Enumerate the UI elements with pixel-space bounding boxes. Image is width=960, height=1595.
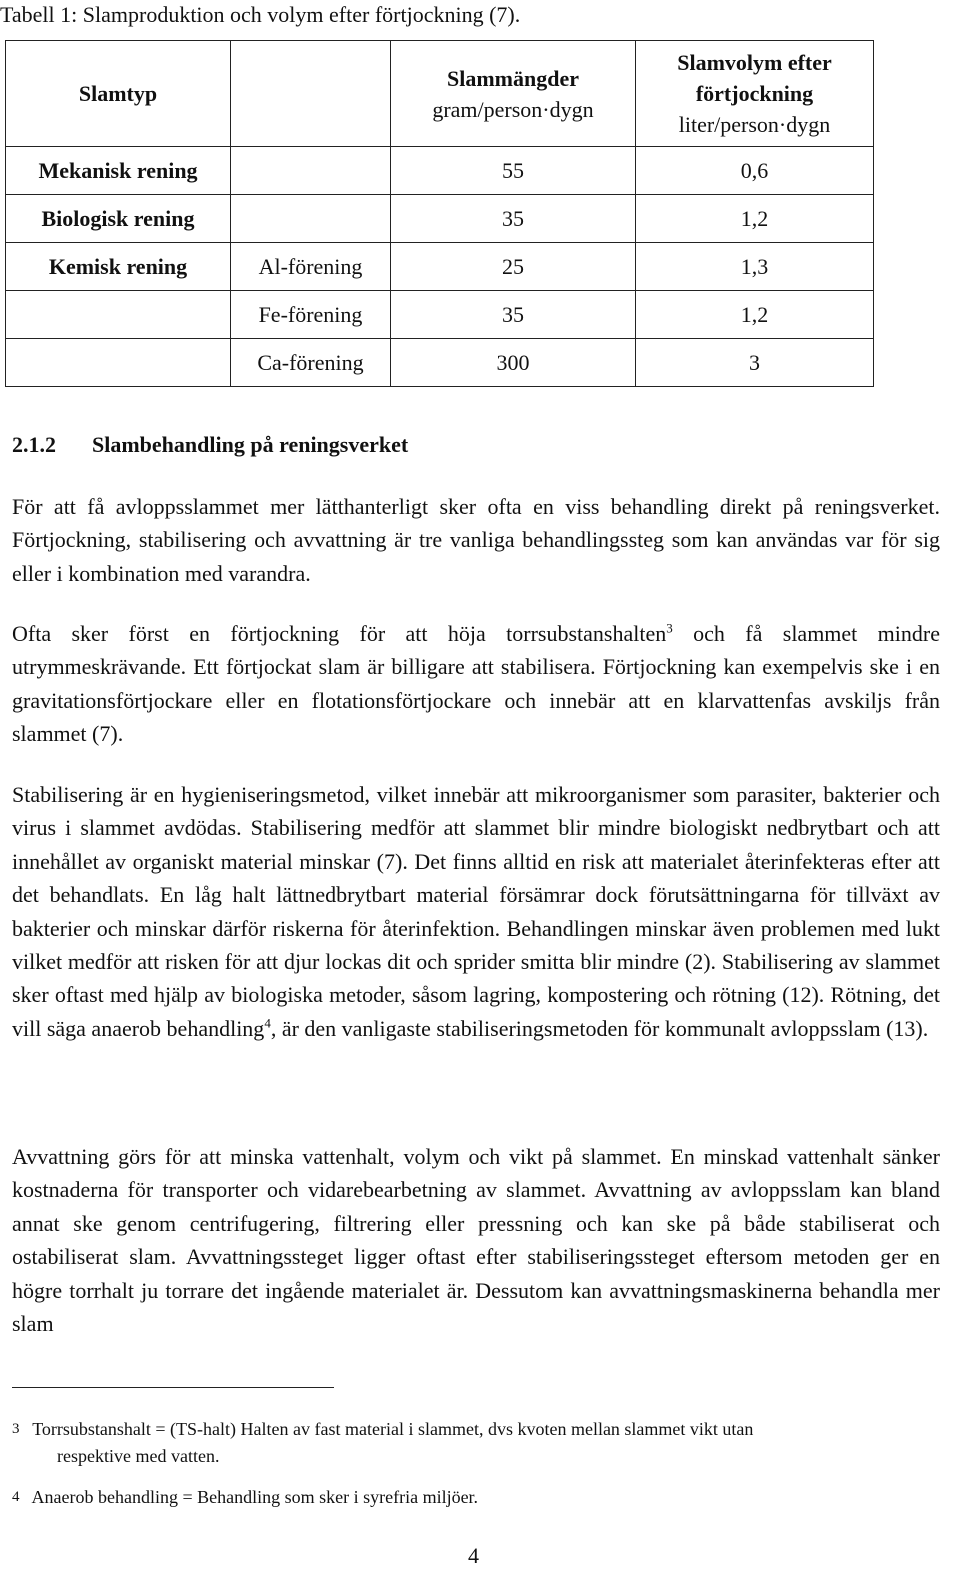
paragraph-1: För att få avloppsslammet mer lätthanterligt sker ofta en viss behandling direkt på reningsverket. Förtjockning, stabilisering och avvattning är tre vanliga behandlingssteg som kan användas var för sig eller i kombination med varandra. [12, 494, 940, 586]
table-row [6, 291, 874, 339]
sludge-table [5, 40, 874, 387]
cell-sub [231, 147, 391, 195]
cell-volume: 1,2 [636, 291, 874, 339]
footnote-3 [12, 1416, 942, 1470]
cell-type [6, 291, 231, 339]
cell-amount: 25 [391, 243, 636, 291]
footnote-text-cont: respektive med vatten. [57, 1446, 220, 1466]
header-slamvolym: Slamvolym efter förtjockning liter/person·dygn [636, 41, 874, 147]
cell-sub [231, 195, 391, 243]
cell-type: Kemisk rening [6, 243, 231, 291]
table-header-row [6, 41, 874, 147]
table-row [6, 243, 874, 291]
table-row [6, 195, 874, 243]
footnote-number: 3 [12, 1421, 20, 1437]
section-title: Slambehandling på reningsverket [92, 432, 409, 457]
paragraph-3: Stabilisering är en hygieniseringsmetod, vilket innebär att mikroorganismer som parasiter, bakterier och virus i slammet avdödas. Stabilisering medför att slammet blir mindre biologiskt nedbrytbart och att innehållet av organiskt material minskar (7). Det finns alltid en risk att materialet återinfekteras efter att det behandlats. En låg halt lättnedbrytbart material försämrar dock förutsättningarna för tillväxt av bakterier och minskar därför riskerna för återinfektion. Behandlingen minskar även problemen med lukt vilket medför att risken för att djur lockas dit och sprider smitta blir mindre (2). Stabilisering av slammet sker oftast med hjälp av biologiska metoder, såsom lagring, kompostering och rötning (12). Rötning, det vill säga anaerob behandling$^4$, är den vanligaste stabiliseringsmetoden för kommunalt avloppsslam (13). [12, 782, 940, 1041]
cell-amount: 300 [391, 339, 636, 387]
cell-volume: 0,6 [636, 147, 874, 195]
cell-type: Mekanisk rening [6, 147, 231, 195]
header-slammangder: Slammängder gram/person·dygn [391, 41, 636, 147]
footnote-number: 4 [12, 1489, 20, 1505]
footnote-text: Torrsubstanshalt = (TS-halt) Halten av fast material i slammet, dvs kvoten mellan slammet vikt utan [32, 1419, 754, 1439]
table-row [6, 147, 874, 195]
cell-type [6, 339, 231, 387]
footnote-divider [12, 1387, 334, 1388]
footnote-4 [12, 1484, 942, 1511]
footnote-ref-3: 3 [666, 620, 673, 636]
table-row [6, 339, 874, 387]
cell-amount: 35 [391, 291, 636, 339]
cell-sub: Fe-förening [231, 291, 391, 339]
cell-volume: 3 [636, 339, 874, 387]
cell-sub: Al-förening [231, 243, 391, 291]
cell-type: Biologisk rening [6, 195, 231, 243]
cell-sub: Ca-förening [231, 339, 391, 387]
footnote-text: Anaerob behandling = Behandling som sker i syrefria miljöer. [31, 1487, 479, 1507]
header-slamtyp: Slamtyp [6, 41, 231, 147]
section-heading [12, 432, 408, 458]
header-empty [231, 41, 391, 147]
paragraph-4: Avvattning görs för att minska vattenhalt, volym och vikt på slammet. En minskad vattenhalt sänker kostnaderna för transporter och vidarebearbetning av slammet. Avvattning av avloppsslam kan bland annat ske genom centrifugering, filtrering eller pressning och kan ske på både stabiliserat och ostabiliserat slam. Avvattningssteget ligger oftast efter stabiliseringssteget eftersom metoden ger en högre torrhalt ju torrare det ingående materialet är. Dessutom kan avvattningsmaskinerna behandla mer slam [12, 1144, 940, 1337]
table-caption: Tabell 1: Slamproduktion och volym efter förtjockning (7). [0, 2, 521, 27]
cell-volume: 1,3 [636, 243, 874, 291]
footnote-ref-4: 4 [264, 1015, 271, 1031]
cell-volume: 1,2 [636, 195, 874, 243]
page-number: 4 [468, 1543, 479, 1568]
cell-amount: 55 [391, 147, 636, 195]
paragraph-2: Ofta sker först en förtjockning för att höja torrsubstanshalten$^3$ och få slammet mindre utrymmeskrävande. Ett förtjockat slam är billigare att stabilisera. Förtjockning kan exempelvis ske i en gravitationsförtjockare eller en flotationsförtjockare och innebär att en klarvattenfas avskiljs från slammet (7). [12, 620, 940, 747]
cell-amount: 35 [391, 195, 636, 243]
section-number: 2.1.2 [12, 432, 56, 457]
